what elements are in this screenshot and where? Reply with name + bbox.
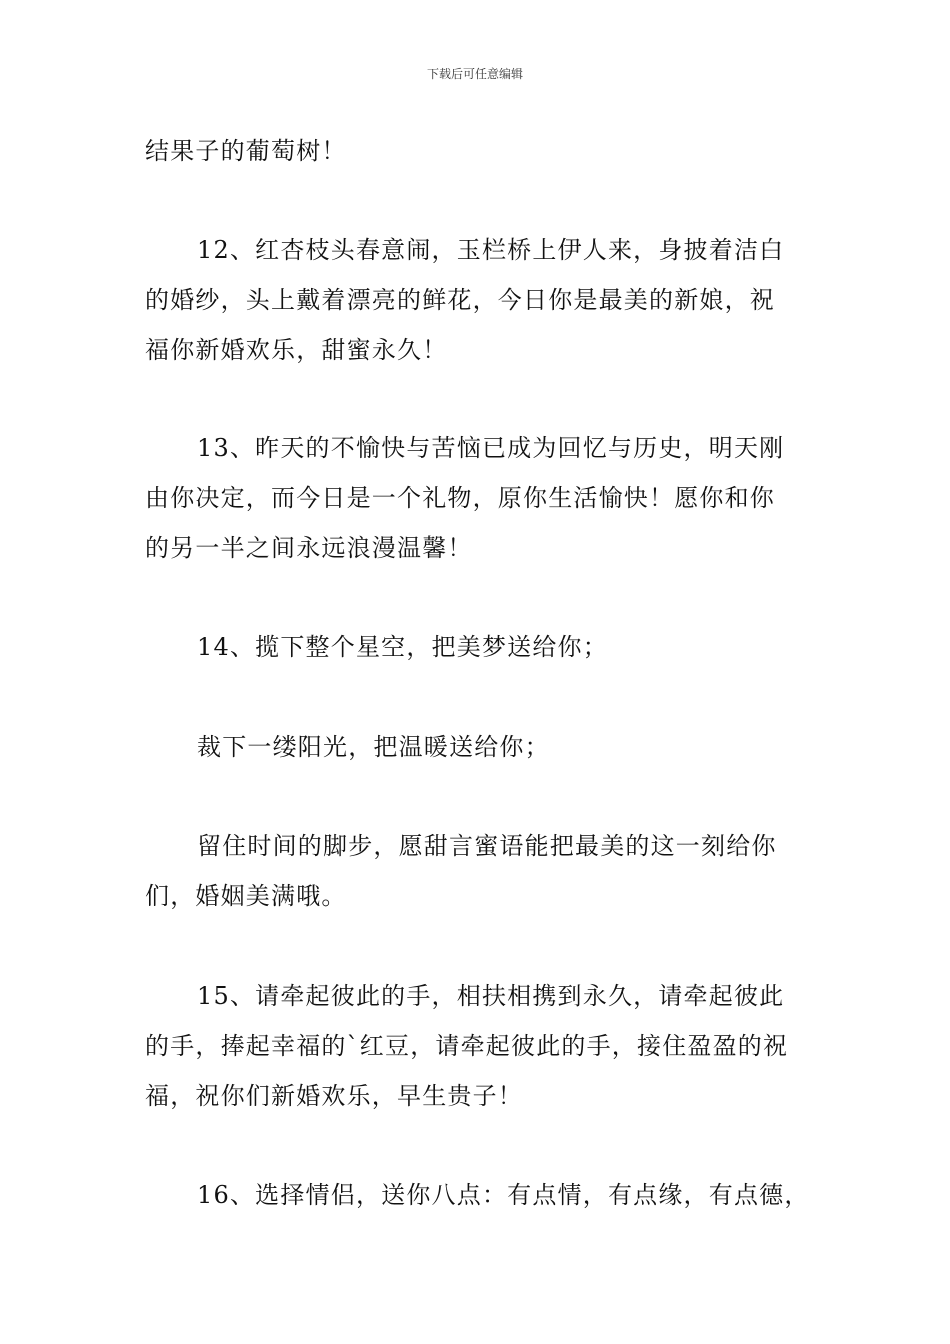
paragraph-15-line-2: 的手，捧起幸福的`红豆，请牵起彼此的手，接住盈盈的祝 [145,1032,789,1060]
paragraph-14-line-2: 裁下一缕阳光，把温暖送给你； [197,733,550,761]
paragraph-14-line-3: 留住时间的脚步，愿甜言蜜语能把最美的这一刻给你 [197,832,777,860]
paragraph-14-line-4: 们，婚姻美满哦。 [145,882,347,910]
paragraph-12-line-1: 12、红杏枝头春意闹，玉栏桥上伊人来，身披着洁白 [197,236,785,264]
paragraph-14-line-1: 14、揽下整个星空，把美梦送给你； [197,633,608,661]
page-header: 下载后可任意编辑 [426,67,523,81]
paragraph-16-line-1: 16、选择情侣，送你八点：有点情，有点缘，有点德， [197,1181,810,1209]
paragraph-13-line-1: 13、昨天的不愉快与苦恼已成为回忆与历史，明天刚 [197,434,785,462]
paragraph-15-line-3: 福，祝你们新婚欢乐，早生贵子！ [145,1082,523,1110]
paragraph-13-line-3: 的另一半之间永远浪漫温馨！ [145,534,473,562]
paragraph-15-line-1: 15、请牵起彼此的手，相扶相携到永久，请牵起彼此 [197,982,785,1010]
paragraph-12-line-3: 福你新婚欢乐，甜蜜永久！ [145,336,448,364]
text-line: 结果子的葡萄树！ [145,137,347,165]
paragraph-12-line-2: 的婚纱，头上戴着漂亮的鲜花，今日你是最美的新娘，祝 [145,286,775,314]
paragraph-13-line-2: 由你决定，而今日是一个礼物，原你生活愉快！愿你和你 [145,484,775,512]
